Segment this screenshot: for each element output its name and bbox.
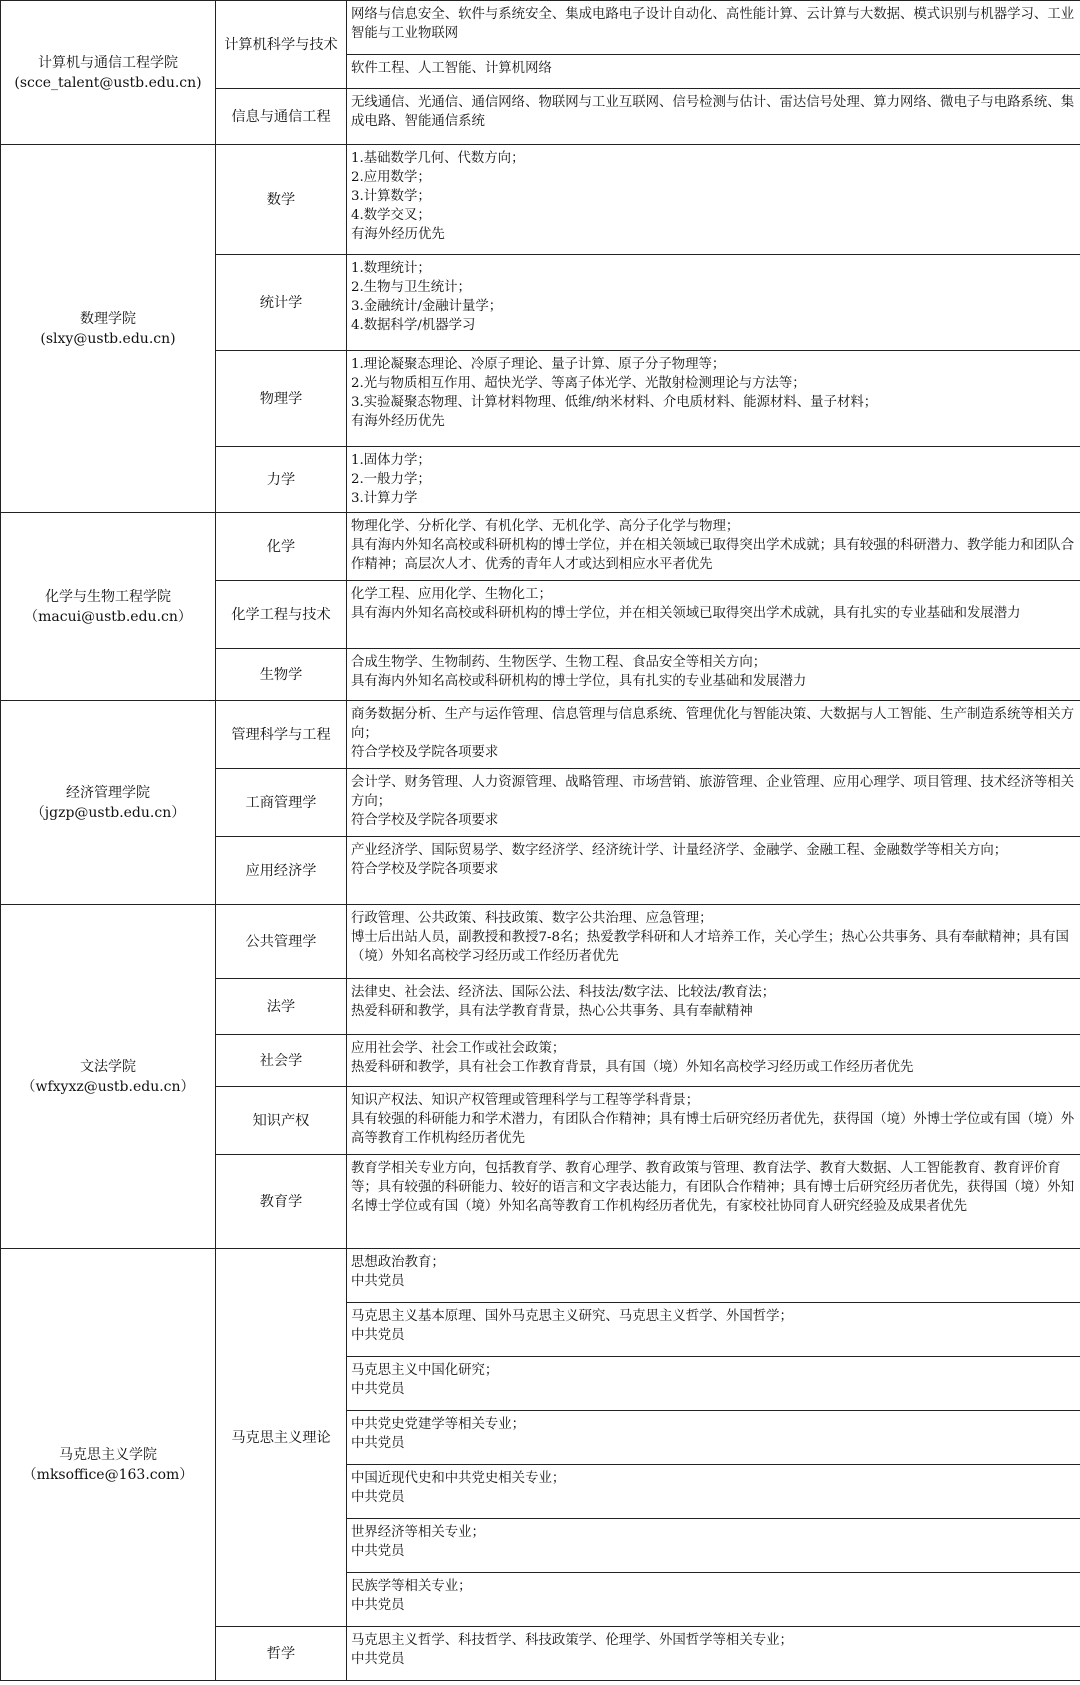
table-row [1, 145, 1080, 255]
requirement-line: 应用社会学、社会工作或社会政策； [351, 1041, 566, 1056]
requirement-line: 商务数据分析、生产与运作管理、信息管理与信息系统、管理优化与智能决策、大数据与人工智能、生产制造系统等相关方向； [351, 707, 1075, 741]
requirement-cell [347, 1155, 1080, 1249]
requirement-cell [347, 769, 1080, 837]
requirement-line: 3.金融统计/金融计量学； [351, 299, 503, 314]
requirement-line: 符合学校及学院各项要求 [351, 862, 499, 877]
requirement-line: 具有海内外知名高校或科研机构的博士学位，并在相关领域已取得突出学术成就；具有较强的科研潜力、教学能力和团队合作精神；高层次人才、优秀的青年人才或达到相应水平者优先 [351, 538, 1075, 572]
major-cell: 计算机科学与技术 [216, 1, 347, 89]
requirement-line: 教育学相关专业方向，包括教育学、教育心理学、教育政策与管理、教育法学、教育大数据、人工智能教育、教育评价育等；具有较强的科研能力、较好的语言和文字表达能力，有团队合作精神；具有博士后研究经历者优先，获得国（境）外知名博士学位或有国（境）外知名高等教育工作机构经历者优先，有家校社协同育人研究经验及成果者优先 [351, 1161, 1075, 1214]
requirement-cell [347, 1303, 1080, 1357]
requirement-line: 思想政治教育； [351, 1255, 445, 1270]
major-cell: 哲学 [216, 1627, 347, 1681]
table-row [1, 905, 1080, 979]
college-email: (slxy@ustb.edu.cn) [40, 330, 176, 347]
requirement-line: 世界经济等相关专业； [351, 1525, 485, 1540]
requirement-cell [347, 1411, 1080, 1465]
requirement-line: 知识产权法、知识产权管理或管理科学与工程等学科背景； [351, 1093, 700, 1108]
requirement-line: 产业经济学、国际贸易学、数字经济学、经济统计学、计量经济学、金融学、金融工程、金融数学等相关方向； [351, 843, 1008, 858]
table-row [1, 513, 1080, 581]
major-cell: 应用经济学 [216, 837, 347, 905]
requirement-cell [347, 351, 1080, 447]
college-name: 文法学院 [80, 1058, 136, 1075]
requirement-line: 1.数理统计； [351, 261, 431, 276]
requirement-cell [347, 649, 1080, 701]
requirement-cell [347, 1, 1080, 55]
requirement-line: 马克思主义中国化研究； [351, 1363, 499, 1378]
requirement-line: 中共党员 [351, 1652, 405, 1667]
requirement-line: 有海外经历优先 [351, 227, 445, 242]
major-cell: 管理科学与工程 [216, 701, 347, 769]
requirement-line: 1.固体力学； [351, 453, 431, 468]
requirement-line: 1.基础数学几何、代数方向； [351, 151, 525, 166]
requirement-cell [347, 701, 1080, 769]
requirement-line: 软件工程、人工智能、计算机网络 [351, 61, 552, 76]
requirement-line: 3.实验凝聚态物理、计算材料物理、低维/纳米材料、介电质材料、能源材料、量子材料； [351, 395, 878, 410]
major-cell: 化学 [216, 513, 347, 581]
major-cell: 力学 [216, 447, 347, 513]
requirement-line: 中共党员 [351, 1490, 405, 1505]
college-name: 马克思主义学院 [59, 1446, 157, 1463]
major-cell: 教育学 [216, 1155, 347, 1249]
requirement-line: 民族学等相关专业； [351, 1579, 472, 1594]
requirement-line: 中共党员 [351, 1436, 405, 1451]
requirement-cell [347, 1573, 1080, 1627]
requirement-line: 4.数学交叉； [351, 208, 431, 223]
requirement-cell [347, 979, 1080, 1035]
requirement-line: 2.一般力学； [351, 472, 431, 487]
requirement-line: 1.理论凝聚态理论、冷原子理论、量子计算、原子分子物理等； [351, 357, 726, 372]
requirement-line: 中共党员 [351, 1544, 405, 1559]
requirement-cell [347, 1087, 1080, 1155]
requirement-line: 2.生物与卫生统计； [351, 280, 471, 295]
requirement-line: 马克思主义基本原理、国外马克思主义研究、马克思主义哲学、外国哲学； [351, 1309, 793, 1324]
requirement-line: 行政管理、公共政策、科技政策、数字公共治理、应急管理； [351, 911, 713, 926]
requirement-cell [347, 55, 1080, 89]
major-cell: 物理学 [216, 351, 347, 447]
major-cell: 公共管理学 [216, 905, 347, 979]
major-cell: 生物学 [216, 649, 347, 701]
requirement-line: 4.数据科学/机器学习 [351, 318, 476, 333]
major-cell: 统计学 [216, 255, 347, 351]
requirement-cell [347, 1465, 1080, 1519]
requirement-line: 有海外经历优先 [351, 414, 445, 429]
requirement-line: 网络与信息安全、软件与系统安全、集成电路电子设计自动化、高性能计算、云计算与大数据、模式识别与机器学习、工业智能与工业物联网 [351, 7, 1075, 41]
major-cell: 信息与通信工程 [216, 89, 347, 145]
table-row [1, 1249, 1080, 1303]
requirement-cell [347, 1249, 1080, 1303]
recruitment-table-body [1, 1, 1080, 1681]
requirement-cell [347, 905, 1080, 979]
college-email: （mksoffice@163.com） [22, 1466, 194, 1483]
college-name: 经济管理学院 [66, 784, 150, 801]
college-cell [1, 513, 216, 701]
college-cell [1, 1, 216, 145]
requirement-line: 热爱科研和教学，具有社会工作教育背景，具有国（境）外知名高校学习经历或工作经历者优先 [351, 1060, 914, 1075]
college-email: （macui@ustb.edu.cn） [24, 608, 192, 625]
requirement-cell [347, 447, 1080, 513]
major-cell: 化学工程与技术 [216, 581, 347, 649]
requirement-line: 2.光与物质相互作用、超快光学、等离子体光学、光散射检测理论与方法等； [351, 376, 806, 391]
requirement-line: 中国近现代史和中共党史相关专业； [351, 1471, 566, 1486]
requirement-line: 化学工程、应用化学、生物化工； [351, 587, 552, 602]
requirement-line: 具有海内外知名高校或科研机构的博士学位，具有扎实的专业基础和发展潜力 [351, 674, 807, 689]
requirement-cell [347, 581, 1080, 649]
requirement-line: 法律史、社会法、经济法、国际公法、科技法/数字法、比较法/教育法； [351, 985, 776, 1000]
major-cell: 社会学 [216, 1035, 347, 1087]
requirement-line: 符合学校及学院各项要求 [351, 745, 499, 760]
requirement-line: 中共党员 [351, 1598, 405, 1613]
college-email: (scce_talent@ustb.edu.cn) [14, 74, 202, 91]
requirement-cell [347, 89, 1080, 145]
requirement-line: 具有较强的科研能力和学术潜力，有团队合作精神；具有博士后研究经历者优先，获得国（境）外博士学位或有国（境）外高等教育工作机构经历者优先 [351, 1112, 1075, 1146]
requirement-line: 合成生物学、生物制药、生物医学、生物工程、食品安全等相关方向； [351, 655, 767, 670]
requirement-cell [347, 1035, 1080, 1087]
college-name: 数理学院 [80, 310, 136, 327]
requirement-cell [347, 1357, 1080, 1411]
table-row [1, 1, 1080, 55]
college-name: 化学与生物工程学院 [45, 588, 171, 605]
requirement-line: 马克思主义哲学、科技哲学、科技政策学、伦理学、外国哲学等相关专业； [351, 1633, 793, 1648]
major-cell: 知识产权 [216, 1087, 347, 1155]
requirement-line: 3.计算数学； [351, 189, 431, 204]
requirement-line: 热爱科研和教学，具有法学教育背景，热心公共事务、具有奉献精神 [351, 1004, 753, 1019]
requirement-cell [347, 1627, 1080, 1681]
requirement-line: 博士后出站人员，副教授和教授7-8名；热爱教学科研和人才培养工作，关心学生；热心公共事务、具有奉献精神；具有国（境）外知名高校学习经历或工作经历者优先 [351, 930, 1069, 964]
requirement-line: 中共党员 [351, 1274, 405, 1289]
requirement-cell [347, 255, 1080, 351]
table-row [1, 701, 1080, 769]
major-cell: 数学 [216, 145, 347, 255]
college-cell [1, 1249, 216, 1681]
requirement-line: 中共党员 [351, 1328, 405, 1343]
college-email: （wfxyxz@ustb.edu.cn） [21, 1078, 195, 1095]
college-email: （jgzp@ustb.edu.cn） [30, 804, 186, 821]
requirement-cell [347, 837, 1080, 905]
requirement-line: 符合学校及学院各项要求 [351, 813, 499, 828]
requirement-line: 2.应用数学； [351, 170, 431, 185]
college-cell [1, 145, 216, 513]
college-name: 计算机与通信工程学院 [38, 54, 178, 71]
requirement-line: 中共党史党建学等相关专业； [351, 1417, 526, 1432]
major-cell: 马克思主义理论 [216, 1249, 347, 1627]
requirement-line: 3.计算力学 [351, 491, 418, 506]
requirement-cell [347, 1519, 1080, 1573]
requirement-line: 物理化学、分析化学、有机化学、无机化学、高分子化学与物理； [351, 519, 740, 534]
college-cell [1, 701, 216, 905]
requirement-line: 无线通信、光通信、通信网络、物联网与工业互联网、信号检测与估计、雷达信号处理、算力网络、微电子与电路系统、集成电路、智能通信系统 [351, 95, 1075, 129]
requirement-line: 中共党员 [351, 1382, 405, 1397]
requirement-cell [347, 513, 1080, 581]
college-cell [1, 905, 216, 1249]
requirement-cell [347, 145, 1080, 255]
major-cell: 工商管理学 [216, 769, 347, 837]
major-cell: 法学 [216, 979, 347, 1035]
requirement-line: 会计学、财务管理、人力资源管理、战略管理、市场营销、旅游管理、企业管理、应用心理学、项目管理、技术经济等相关方向； [351, 775, 1075, 809]
requirement-line: 具有海内外知名高校或科研机构的博士学位，并在相关领域已取得突出学术成就，具有扎实的专业基础和发展潜力 [351, 606, 1021, 621]
